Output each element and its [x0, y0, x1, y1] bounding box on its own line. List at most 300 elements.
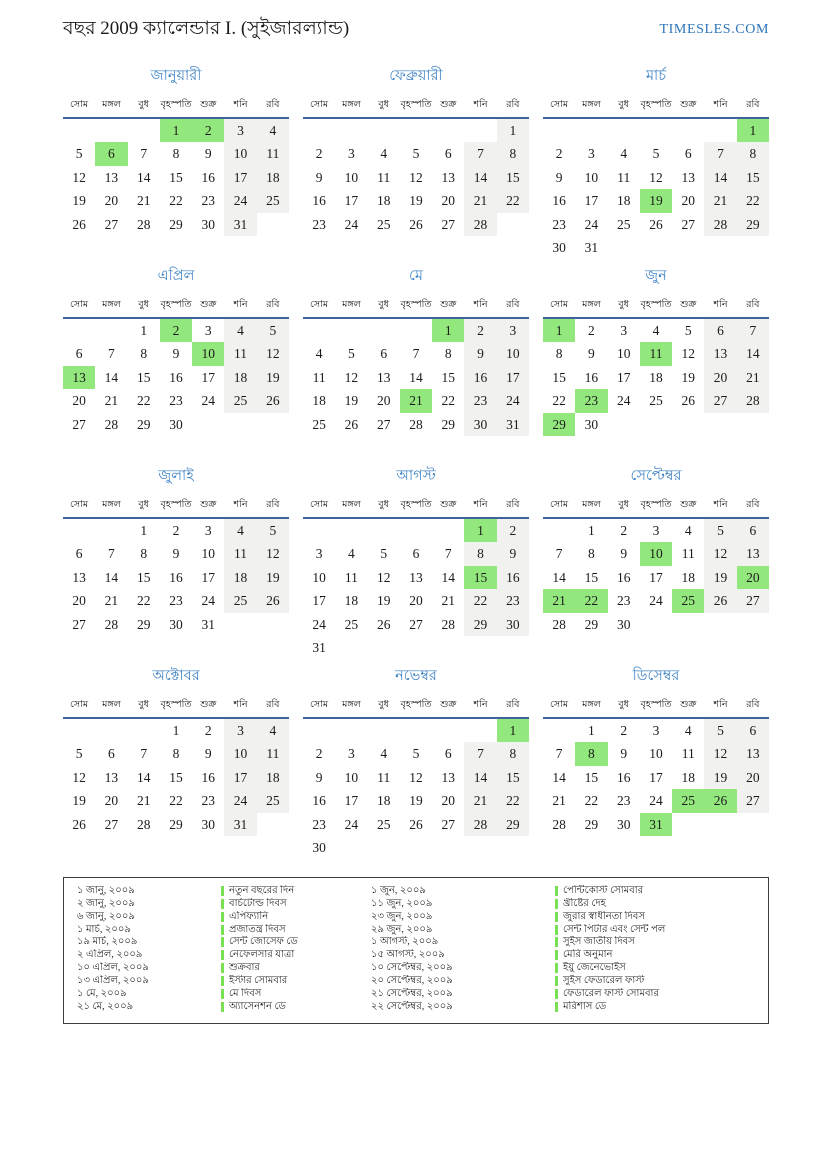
day-cell: 21 — [441, 593, 456, 609]
day-cell: 13 — [63, 366, 95, 390]
day-cell: 13 — [72, 569, 86, 585]
day-cell: 14 — [552, 769, 566, 785]
day-cell: 19 — [409, 193, 423, 209]
holiday-name-label: নতুন বছরের দিন — [229, 884, 295, 896]
holiday-date: ২৯ জুন, ২০০৯ — [371, 923, 433, 935]
weekday-header: বৃহস্পতি — [640, 299, 672, 310]
holiday-date: ১ জানু, ২০০৯ — [77, 884, 135, 896]
day-cell: 3 — [588, 146, 595, 162]
holiday-name — [221, 911, 371, 924]
day-cell: 29 — [169, 816, 183, 832]
day-cell: 28 — [104, 416, 119, 432]
day-cell: 24 — [201, 393, 216, 409]
day-cell: 24 — [584, 216, 599, 232]
weekday-header: বৃহস্পতি — [400, 699, 432, 710]
week-row — [63, 589, 289, 613]
day-cell: 9 — [315, 769, 323, 785]
holiday-name-label: শুক্রবার — [229, 962, 260, 974]
month-title: মে — [409, 267, 423, 284]
day-cell: 19 — [72, 793, 86, 809]
day-cell: 21 — [136, 193, 151, 209]
day-cell: 27 — [104, 816, 119, 832]
week-row — [303, 213, 529, 237]
day-cell: 19 — [376, 593, 391, 609]
day-cell: 4 — [257, 718, 289, 743]
day-cell: 14 — [552, 569, 566, 585]
months-grid — [63, 65, 769, 865]
weekday-header: রবি — [266, 699, 280, 710]
empty-cell — [224, 613, 256, 637]
week-row — [63, 389, 289, 413]
day-cell: 29 — [584, 816, 599, 832]
month-title: ডিসেম্বর — [632, 667, 680, 684]
day-cell: 9 — [204, 746, 212, 762]
day-cell: 26 — [704, 589, 736, 613]
day-cell: 18 — [376, 193, 391, 209]
day-cell: 8 — [555, 346, 563, 362]
day-cell: 6 — [704, 318, 736, 343]
empty-cell — [497, 836, 529, 860]
day-cell: 2 — [555, 146, 563, 162]
weekday-header: শনি — [473, 99, 488, 110]
day-cell: 14 — [704, 166, 736, 190]
day-cell: 14 — [409, 369, 423, 385]
day-cell: 12 — [704, 542, 736, 566]
month-table — [303, 298, 529, 437]
weekday-header: রবি — [746, 499, 760, 510]
weekday-header: বুধ — [138, 699, 150, 710]
day-cell: 4 — [380, 146, 388, 162]
weekday-header: বুধ — [618, 99, 630, 110]
day-cell: 23 — [201, 793, 216, 809]
day-cell: 13 — [441, 769, 456, 785]
holiday-marker-icon — [555, 899, 558, 909]
weekday-header: বৃহস্পতি — [160, 499, 192, 510]
day-cell: 5 — [75, 746, 83, 762]
week-row — [63, 318, 289, 343]
day-cell: 16 — [201, 769, 216, 785]
weekday-header: শুক্র — [200, 699, 217, 710]
weekday-header-row — [543, 98, 769, 118]
holiday-name — [221, 975, 371, 988]
day-cell: 4 — [684, 522, 692, 538]
empty-cell — [672, 236, 704, 260]
day-cell: 14 — [104, 369, 119, 385]
day-cell: 5 — [380, 546, 388, 562]
day-cell: 28 — [441, 616, 456, 632]
day-cell: 28 — [464, 813, 496, 837]
day-cell: 16 — [497, 566, 529, 590]
week-row — [543, 589, 769, 613]
day-cell: 4 — [620, 146, 628, 162]
weekday-header: সোম — [310, 299, 329, 310]
day-cell: 19 — [344, 393, 359, 409]
day-cell: 3 — [224, 118, 256, 143]
day-cell: 5 — [652, 146, 660, 162]
day-cell: 29 — [136, 616, 151, 632]
empty-cell — [303, 318, 335, 343]
day-cell: 29 — [737, 213, 769, 237]
day-cell: 9 — [588, 346, 595, 362]
empty-cell — [543, 118, 575, 143]
day-cell: 25 — [224, 589, 256, 613]
day-cell: 19 — [704, 766, 736, 790]
weekday-header: বুধ — [138, 499, 150, 510]
day-cell: 24 — [344, 216, 359, 232]
day-cell: 26 — [681, 393, 696, 409]
day-cell: 23 — [497, 589, 529, 613]
weekday-header: রবি — [506, 699, 520, 710]
week-row — [63, 118, 289, 143]
day-cell: 24 — [312, 616, 326, 632]
holiday-date: ২ জানু, ২০০৯ — [77, 897, 135, 909]
day-cell: 27 — [441, 816, 456, 832]
day-cell: 24 — [224, 789, 256, 813]
holiday-name — [221, 936, 371, 949]
day-cell: 17 — [224, 166, 256, 190]
day-cell: 4 — [224, 318, 256, 343]
holiday-date: ২১ সেপ্টেম্বর, ২০০৯ — [371, 988, 453, 1000]
day-cell: 17 — [201, 369, 216, 385]
day-cell: 29 — [497, 813, 529, 837]
holiday-name — [555, 975, 762, 988]
weekday-header: বৃহস্পতি — [160, 99, 192, 110]
week-row — [543, 189, 769, 213]
weekday-header: সোম — [550, 99, 569, 110]
holiday-name — [221, 924, 371, 937]
day-cell: 2 — [172, 522, 180, 538]
weekday-header: সোম — [550, 499, 569, 510]
weekday-header: সোম — [70, 99, 89, 110]
day-cell: 10 — [224, 142, 256, 166]
week-row — [63, 342, 289, 366]
week-row — [303, 118, 529, 143]
day-cell: 11 — [640, 342, 672, 366]
empty-cell — [737, 813, 769, 837]
day-cell: 12 — [257, 542, 289, 566]
day-cell: 30 — [201, 216, 216, 232]
day-cell: 30 — [169, 616, 183, 632]
holiday-date: ১০ এপ্রিল, ২০০৯ — [77, 962, 149, 974]
day-cell: 3 — [204, 322, 212, 338]
day-cell: 2 — [464, 318, 496, 343]
day-cell: 16 — [616, 769, 631, 785]
week-row — [543, 566, 769, 590]
empty-cell — [400, 518, 432, 543]
weekday-header: সোম — [310, 699, 329, 710]
empty-cell — [704, 813, 736, 837]
day-cell: 11 — [681, 546, 695, 562]
empty-cell — [704, 118, 736, 143]
day-cell: 15 — [497, 766, 529, 790]
day-cell: 28 — [136, 216, 151, 232]
holiday-name — [555, 988, 762, 1001]
weekday-header: বুধ — [618, 299, 630, 310]
day-cell: 13 — [104, 169, 119, 185]
week-row — [543, 118, 769, 143]
day-cell: 27 — [681, 216, 696, 232]
holiday-date: ১ আগস্ট, ২০০৯ — [371, 936, 439, 948]
day-cell: 16 — [169, 369, 183, 385]
day-cell: 7 — [108, 346, 115, 362]
day-cell: 3 — [315, 546, 323, 562]
weekday-header: বৃহস্পতি — [400, 299, 432, 310]
day-cell: 19 — [72, 193, 86, 209]
day-cell: 16 — [312, 793, 326, 809]
day-cell: 12 — [681, 346, 696, 362]
day-cell: 11 — [257, 742, 289, 766]
week-row — [543, 742, 769, 766]
day-cell: 6 — [444, 146, 452, 162]
empty-cell — [543, 518, 575, 543]
day-cell: 1 — [497, 118, 529, 143]
weekday-header: বৃহস্পতি — [640, 99, 672, 110]
month-table — [303, 498, 529, 660]
holiday-name-label: সেন্ট জোসেফ ডে — [229, 936, 298, 948]
weekday-header-row — [303, 698, 529, 718]
day-cell: 31 — [201, 616, 216, 632]
empty-cell — [432, 118, 464, 143]
holiday-marker-icon — [555, 989, 558, 999]
day-cell: 27 — [409, 616, 423, 632]
weekday-header: মঙ্গল — [102, 499, 121, 510]
weekday-header: বৃহস্পতি — [400, 99, 432, 110]
day-cell: 13 — [704, 342, 736, 366]
day-cell: 16 — [552, 193, 566, 209]
week-row — [543, 766, 769, 790]
empty-cell — [257, 813, 289, 837]
day-cell: 12 — [376, 569, 391, 585]
day-cell: 23 — [201, 193, 216, 209]
day-cell: 19 — [681, 369, 696, 385]
site-link[interactable]: TIMESLES.COM — [659, 22, 769, 37]
weekday-header-row — [63, 698, 289, 718]
holiday-date: ২১ মে, ২০০৯ — [77, 1000, 134, 1012]
day-cell: 11 — [617, 169, 631, 185]
weekday-header: সোম — [550, 699, 569, 710]
day-cell: 29 — [136, 416, 151, 432]
holiday-date: ২ এপ্রিল, ২০০৯ — [77, 949, 143, 961]
weekday-header-row — [63, 98, 289, 118]
empty-cell — [95, 318, 127, 343]
holiday-name-label: বার্চটোল্ড দিবস — [229, 897, 287, 909]
day-cell: 17 — [344, 793, 359, 809]
week-row — [543, 542, 769, 566]
weekday-header: শনি — [713, 499, 728, 510]
day-cell: 11 — [377, 169, 391, 185]
day-cell: 5 — [257, 318, 289, 343]
day-cell: 22 — [136, 393, 151, 409]
weekday-header: মঙ্গল — [102, 699, 121, 710]
empty-cell — [63, 118, 95, 143]
empty-cell — [257, 413, 289, 437]
day-cell: 26 — [704, 789, 736, 813]
day-cell: 27 — [72, 416, 86, 432]
day-cell: 6 — [737, 518, 769, 543]
holiday-name-label: সুইস ফেডারেল ফাস্ট — [563, 975, 645, 987]
month-block — [303, 665, 529, 860]
day-cell: 8 — [464, 542, 496, 566]
day-cell: 21 — [136, 793, 151, 809]
holiday-name-label: ইয়ু জেনেভোইস — [563, 962, 626, 974]
holiday-marker-icon — [221, 963, 224, 973]
day-cell: 12 — [409, 769, 423, 785]
day-cell: 4 — [684, 722, 692, 738]
day-cell: 20 — [681, 193, 696, 209]
weekday-header: শনি — [713, 699, 728, 710]
day-cell: 5 — [704, 718, 736, 743]
day-cell: 12 — [409, 169, 423, 185]
day-cell: 3 — [348, 746, 355, 762]
holiday-date: ১৯ মার্চ, ২০০৯ — [77, 936, 138, 948]
day-cell: 2 — [620, 722, 628, 738]
weekday-header: সোম — [550, 299, 569, 310]
month-table — [543, 298, 769, 437]
holiday-name-label: ইস্টার সোমবার — [229, 975, 288, 987]
day-cell: 10 — [312, 569, 326, 585]
holiday-marker-icon — [221, 925, 224, 935]
day-cell: 22 — [136, 593, 151, 609]
holiday-name — [555, 924, 762, 937]
day-cell: 22 — [464, 589, 496, 613]
weekday-header: মঙ্গল — [102, 99, 121, 110]
month-title: ফেব্রুয়ারী — [389, 67, 443, 84]
empty-cell — [368, 836, 400, 860]
empty-cell — [303, 518, 335, 543]
day-cell: 19 — [704, 566, 736, 590]
day-cell: 26 — [257, 589, 289, 613]
week-row — [63, 542, 289, 566]
month-block — [543, 65, 769, 260]
day-cell: 25 — [257, 189, 289, 213]
week-row — [63, 213, 289, 237]
holiday-name — [221, 898, 371, 911]
page-header — [63, 18, 769, 41]
day-cell: 31 — [640, 813, 672, 837]
empty-cell — [368, 118, 400, 143]
weekday-header: শনি — [233, 699, 248, 710]
empty-cell — [335, 518, 367, 543]
empty-cell — [368, 518, 400, 543]
day-cell: 22 — [497, 789, 529, 813]
week-row — [63, 413, 289, 437]
empty-cell — [303, 718, 335, 743]
day-cell: 20 — [104, 193, 119, 209]
month-block — [543, 665, 769, 837]
holidays-legend-box — [63, 877, 769, 1024]
holiday-name — [555, 1001, 762, 1014]
holiday-marker-icon — [221, 950, 224, 960]
day-cell: 23 — [312, 816, 326, 832]
day-cell: 21 — [400, 389, 432, 413]
empty-cell — [737, 236, 769, 260]
day-cell: 18 — [681, 769, 696, 785]
holiday-name — [221, 885, 371, 898]
weekday-header: বুধ — [618, 699, 630, 710]
empty-cell — [368, 718, 400, 743]
day-cell: 13 — [737, 742, 769, 766]
day-cell: 21 — [104, 593, 119, 609]
page-title: বছর 2009 ক্যালেন্ডার I. (সুইজারল্যান্ড) — [63, 18, 350, 39]
day-cell: 6 — [75, 346, 83, 362]
month-title: নভেম্বর — [395, 667, 437, 684]
weekday-header: বৃহস্পতি — [160, 699, 192, 710]
holiday-date: ২৩ জুন, ২০০৯ — [371, 910, 433, 922]
day-cell: 22 — [737, 189, 769, 213]
day-cell: 17 — [584, 193, 599, 209]
empty-cell — [400, 718, 432, 743]
holiday-marker-icon — [221, 1002, 224, 1012]
week-row — [303, 366, 529, 390]
day-cell: 14 — [737, 342, 769, 366]
week-row — [543, 613, 769, 637]
week-row — [303, 166, 529, 190]
day-cell: 1 — [432, 318, 464, 343]
empty-cell — [608, 236, 640, 260]
day-cell: 25 — [344, 616, 359, 632]
day-cell: 14 — [136, 169, 151, 185]
day-cell: 31 — [497, 413, 529, 437]
month-block — [303, 265, 529, 437]
day-cell: 27 — [376, 416, 391, 432]
day-cell: 14 — [441, 569, 456, 585]
day-cell: 31 — [584, 240, 599, 256]
holiday-name-label: খ্রীষ্টের দেহ — [563, 897, 606, 909]
day-cell: 6 — [444, 746, 452, 762]
day-cell: 10 — [344, 169, 359, 185]
week-row — [543, 166, 769, 190]
day-cell: 16 — [201, 169, 216, 185]
weekday-header: মঙ্গল — [582, 499, 601, 510]
day-cell: 15 — [169, 169, 183, 185]
day-cell: 18 — [224, 366, 256, 390]
day-cell: 15 — [136, 569, 151, 585]
day-cell: 8 — [444, 346, 452, 362]
weekday-header: সোম — [310, 499, 329, 510]
day-cell: 12 — [344, 369, 359, 385]
empty-cell — [400, 318, 432, 343]
day-cell: 7 — [140, 746, 148, 762]
holiday-name — [555, 936, 762, 949]
empty-cell — [672, 413, 704, 437]
week-row — [63, 742, 289, 766]
empty-cell — [704, 413, 736, 437]
day-cell: 21 — [737, 366, 769, 390]
day-cell: 9 — [620, 746, 628, 762]
empty-cell — [608, 118, 640, 143]
month-title: অক্টোবর — [152, 667, 200, 684]
holiday-name-label: ফেডারেল ফাস্ট সোমবার — [563, 988, 659, 1000]
day-cell: 7 — [555, 746, 563, 762]
day-cell: 18 — [344, 593, 359, 609]
day-cell: 7 — [737, 318, 769, 343]
day-cell: 20 — [737, 566, 769, 590]
empty-cell — [575, 118, 607, 143]
day-cell: 18 — [312, 393, 326, 409]
week-row — [303, 813, 529, 837]
weekday-header: বুধ — [138, 99, 150, 110]
empty-cell — [672, 813, 704, 837]
day-cell: 16 — [312, 193, 326, 209]
day-cell: 24 — [616, 393, 631, 409]
day-cell: 13 — [376, 369, 391, 385]
weekday-header: মঙ্গল — [582, 99, 601, 110]
day-cell: 20 — [72, 593, 86, 609]
empty-cell — [368, 636, 400, 660]
empty-cell — [640, 118, 672, 143]
month-title: সেপ্টেম্বর — [630, 467, 682, 484]
day-cell: 23 — [616, 593, 631, 609]
